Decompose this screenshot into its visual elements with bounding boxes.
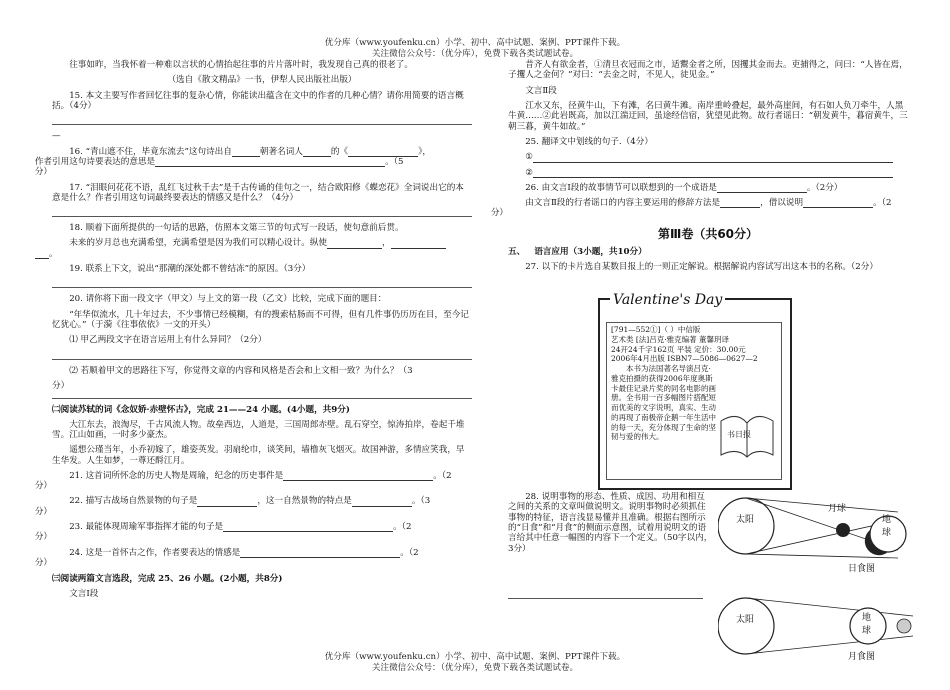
question-20-2-end: 分）: [52, 380, 70, 391]
part-3-title: 第Ⅲ卷（共60分）: [657, 226, 759, 241]
moon-label: 月球: [828, 504, 847, 514]
q21-score: 。（2: [433, 470, 452, 481]
score-unit: 分）: [490, 208, 509, 219]
blank[interactable]: [391, 239, 446, 249]
question-17: 17. “泪眼问花花不语，乱红飞过秋千去”是千古传诵的佳句之一，结合欧阳修《蝶恋花》全词说出它的本意是什么？作者引用这句词最终要表达的情感又是什么？（4分）: [52, 182, 464, 203]
question-21: [34, 470, 472, 492]
section-number: 五、: [508, 247, 526, 258]
section-2-title: ㈡阅读苏轼的词《念奴娇·赤壁怀古》，完成 21——24 小题。(4小题，共9分): [52, 405, 350, 416]
blank[interactable]: [232, 147, 260, 157]
marker-2: ②: [525, 167, 533, 178]
q16-part-a: 16. “青山遮不住，毕竟东流去”这句诗出自: [69, 146, 232, 157]
q22-score: 。（3: [411, 496, 431, 507]
section-5-title: [508, 247, 908, 257]
question-16: [34, 146, 472, 178]
blank[interactable]: [240, 548, 400, 558]
intro-text: 往事如昨，当我怀着一种难以言状的心情抬起往事的片片落叶时，我发现自己真的很老了。: [69, 60, 413, 70]
q24-text: 24. 这是一首怀古之作，作者要表达的情感是: [69, 547, 241, 558]
classical-passage-2: 江水又东，径黄牛山，下有滩，名曰黄牛滩。南岸重岭叠起，最外高崖间，有石如人负刀牵牛，人黑牛黄……②此岩既高，加以江湍迂回，虽途经信宿，犹望见此物。故行者谣曰：“朝发黄牛，暮宿黄牛，三朝三暮，黄牛如故。”: [508, 100, 908, 132]
passage-jia: “年华似流水，几十年过去，不少事情已经模糊，有的搜索枯肠而不可得，但有几件事仍历历在目，至今记忆犹心。”（于漪《往事依依》一文的开头）: [52, 309, 469, 330]
blank[interactable]: [352, 497, 412, 507]
question-26: [508, 183, 908, 193]
card-line-1: [791—552①]（ ）中信版: [611, 325, 701, 334]
q23-text: 23. 最能体现周瑜军事指挥才能的句子是: [69, 522, 224, 533]
marker-1: ①: [525, 152, 533, 163]
score-unit: 分）: [34, 481, 53, 492]
moon-circle: [836, 523, 850, 537]
header-line-2: 关注微信公众号：（优分库），免费下载各类试题试卷。: [371, 48, 579, 59]
answer-line: [52, 116, 472, 125]
q22-text: 22. 描写古战场自然景物的句子是: [69, 496, 198, 507]
blank[interactable]: [155, 157, 385, 167]
q26-text-b: 由文言Ⅱ段的行者谣口的内容主要运用的修辞方法是: [525, 198, 721, 209]
answer-line: [508, 598, 703, 599]
question-27: 27. 以下的卡片选自某数目报上的一则正定解说。根据解说内容试写出这本书的名称。（2分）: [525, 262, 878, 273]
q18-text: 未来的岁月总也充满希望，充满希望是因为我们可以精心设计。纵使: [69, 238, 328, 249]
question-26-b: [490, 198, 908, 219]
earth-label-1: 地球: [882, 515, 892, 538]
source-note: （选自《散文精品》一书，伊犁人民出版社出版）: [167, 75, 357, 86]
q24-score: 。（2: [400, 547, 419, 558]
blank[interactable]: [533, 168, 893, 178]
comma: ，: [382, 238, 391, 249]
question-20-2: ⑵ 若顺着甲文的思路往下写，你觉得文章的内容和风格是否会和上文相一致？为什么？（3: [69, 365, 413, 376]
blank[interactable]: [223, 522, 393, 532]
q21-text: 21. 这首词所怀念的历史人物是周瑜，纪念的历史事件是: [69, 470, 284, 481]
blank[interactable]: [283, 471, 433, 481]
right-column: [490, 60, 908, 662]
blank[interactable]: [533, 153, 893, 163]
card-line-2: 艺术类 [法]吕克·雅克编著 董馨玥译: [611, 334, 730, 344]
earth-label-2: 地球: [862, 613, 872, 636]
period: 。: [48, 248, 58, 259]
q16-part-d: 》，: [418, 146, 431, 157]
footer-line-2: 关注微信公众号：（优分库），免费下载各类试题试卷。: [371, 662, 579, 673]
question-18-prompt: [48, 238, 472, 259]
q26-text-c: ，借以说明: [760, 198, 804, 209]
q16-part-b: 朝著名词人: [259, 146, 303, 157]
score-unit: 分）: [34, 506, 53, 517]
question-25-1: [508, 152, 908, 162]
answer-line: [52, 351, 472, 360]
blank[interactable]: [717, 183, 807, 193]
blank[interactable]: [348, 147, 418, 157]
footer-line-1: 优分库（www.youfenku.cn）小学、初中、高中试题、案例、PPT课件下载。: [324, 652, 626, 662]
question-23: [34, 522, 472, 543]
poem-stanza-1: 大江东去，浪淘尽，千古风流人物。故垒西边，人道是，三国周郎赤壁。乱石穿空，惊涛拍岸，卷起千堆雪。江山如画，一时多少豪杰。: [52, 419, 465, 440]
question-15: 15. 本文主要写作者回忆往事的复杂心情，你能读出蕴含在文中的作者的几种心情？请你用简要的语言概括。（4分）: [52, 90, 464, 111]
solar-eclipse-label: 日食图: [848, 564, 876, 574]
left-column: [34, 60, 472, 604]
score-unit: 分）: [34, 532, 53, 543]
card-line-4: 2006年4月出版 ISBN7—5086—0627—2: [611, 354, 758, 364]
card-content: [606, 322, 782, 480]
blank[interactable]: [303, 147, 331, 157]
question-20: 20. 请你将下面一段文字（甲文）与上文的第一段（乙文）比较，完成下面的题目：: [69, 294, 387, 305]
card-description: 本书为法国著名导演吕克·雅克拍摄的获得2006年度奥斯卡最佳记录片奖的同名电影的画册。全书用一百多幅图片搭配短而优美的文字说明，真实、生动的再现了南极帝企鹅一年生活中的每一天，充分体现了生命的坚韧与爱的伟大。: [611, 364, 716, 442]
answer-line: [52, 396, 472, 399]
answer-line: [52, 208, 472, 217]
question-22: [34, 496, 472, 517]
blank[interactable]: [720, 198, 760, 208]
section-5-text: 语言应用（3小题，共10分）: [534, 247, 647, 258]
question-19: 19. 联系上下文，说出“那潮的深处都不曾结冻”的原因。（3分）: [69, 264, 311, 275]
question-28: 28. 说明事物的形态、性质、成因、功用和相互之间的关系的文章叫做说明文。说明事物时必须抓住事物的特征，语言浅显易懂并且准确。根据右图所示的“日食”和“月食”的侧面示意图，试着用说明文的语言给其中任意一幅图的内容下一个定义。（50字以内，3分）: [508, 492, 713, 554]
q16-part-c: 的《: [330, 146, 349, 157]
q16-part-e: 作者引用这句诗要表达的意思是: [34, 156, 156, 167]
moon-circle-2: [897, 619, 911, 633]
blank[interactable]: [197, 497, 257, 507]
header-line-1: 优分库（www.youfenku.cn）小学、初中、高中试题、案例、PPT课件下载。: [324, 38, 626, 48]
poem-stanza-2: 遥想公瑾当年，小乔初嫁了，雄姿英发。羽扇纶巾，谈笑间，墙橹灰飞烟灭。故国神游，多情应笑我，早生华发。人生如梦，一尊还酹江月。: [52, 445, 465, 466]
passage-1-end: 去金之时，不见人，徒见金。”: [602, 70, 715, 81]
classical-passage-1: [508, 60, 908, 81]
answer-line: [52, 279, 472, 288]
card-title: Valentine's Day: [610, 292, 725, 309]
section-3-title: ㈢阅读两篇文言选段，完成 25、26 小题。(2小题，共8分): [52, 574, 283, 585]
q16-part-g: 分）: [34, 167, 53, 178]
book-text: 书日报: [727, 430, 751, 439]
sun-label-2: 太阳: [736, 615, 755, 625]
q16-part-f: 。（5: [385, 156, 404, 167]
blank[interactable]: [803, 198, 873, 208]
page-footer: [0, 652, 950, 673]
question-25: 25. 翻译文中划线的句子.（4分）: [525, 136, 653, 147]
question-24: [34, 547, 472, 569]
passage-1-text: 昔齐人有欲金者，①清旦衣冠而之市，适鬻金者之所，因攫其金而去。吏捕得之，问曰：“人皆在焉，子攫人之金何？”对曰：“: [508, 60, 908, 81]
q26-score: 。（2分）: [806, 182, 843, 193]
blank[interactable]: [35, 249, 49, 259]
blank[interactable]: [327, 239, 382, 249]
book-illustration: [717, 409, 777, 461]
q23-score: 。（2: [393, 522, 412, 533]
classical-passage-2-title: 文言Ⅱ段: [525, 85, 557, 96]
sun-label-1: 太阳: [736, 515, 755, 525]
question-18: 18. 顺着下面所提供的一句话的思路，仿照本文第三节的句式写一段话，使句意前后贯。: [69, 223, 404, 234]
book-card: [598, 292, 792, 490]
eclipse-diagram: [718, 486, 918, 676]
dash: —: [52, 131, 61, 142]
question-20-1: ⑴ 甲乙两段文字在语言运用上有什么异同？（2分）: [69, 335, 267, 346]
classical-passage-1-title: 文言Ⅰ段: [69, 588, 99, 599]
card-line-3: 24开24千字162页 平装 定价：30.00元: [611, 344, 746, 354]
question-25-2: [508, 168, 908, 178]
q22-text-b: ，这一自然景物的特点是: [257, 496, 352, 507]
q26-score-b: 。（2: [873, 198, 892, 209]
score-unit: 分）: [34, 558, 53, 568]
q26-text: 26. 由文言Ⅰ段的故事情节可以联想到的一个成语是: [525, 182, 717, 193]
lunar-eclipse-label: 月食图: [848, 652, 876, 662]
page-header: [0, 38, 950, 59]
